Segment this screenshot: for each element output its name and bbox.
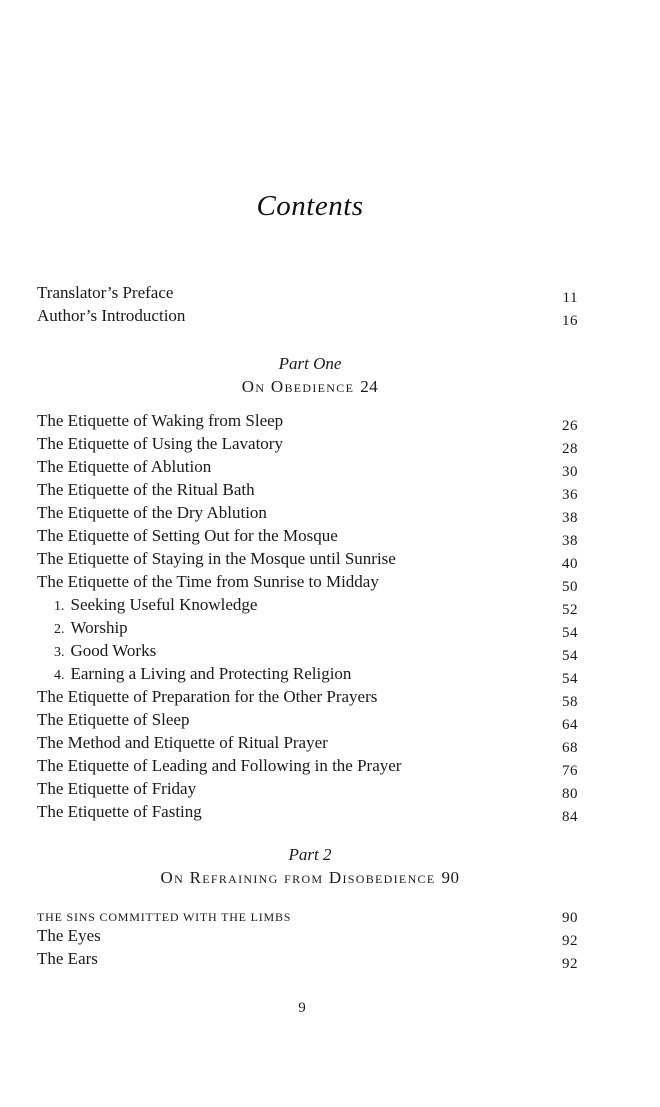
- entry-page-number: 76: [562, 763, 578, 779]
- entry-label: The Etiquette of Waking from Sleep: [37, 411, 284, 430]
- toc-entry[interactable]: [37, 526, 578, 549]
- toc-entry[interactable]: [37, 306, 578, 329]
- entry-label: Author’s Introduction: [37, 306, 186, 325]
- part-title-text: On Obedience: [241, 377, 355, 396]
- toc-subentry[interactable]: [37, 595, 578, 618]
- entry-page-number: 38: [562, 510, 578, 526]
- entry-label: The Etiquette of Using the Lavatory: [37, 434, 283, 453]
- toc-entry[interactable]: [37, 480, 578, 503]
- entry-page-number: 54: [562, 648, 578, 664]
- entry-page-number: 92: [562, 933, 578, 949]
- part-label: Part 2: [288, 845, 332, 864]
- toc-subentry[interactable]: [37, 664, 578, 687]
- part-page-number: 90: [441, 868, 460, 887]
- part-one-heading: [0, 354, 620, 398]
- toc-subentry[interactable]: [37, 618, 578, 641]
- entry-label: The Etiquette of Preparation for the Other Prayers: [37, 687, 378, 706]
- toc-entry[interactable]: [37, 457, 578, 480]
- entry-label: The Etiquette of Ablution: [37, 457, 212, 476]
- entry-label: Earning a Living and Protecting Religion: [70, 664, 352, 683]
- entry-label: The Eyes: [37, 926, 101, 945]
- toc-entry[interactable]: [37, 756, 578, 779]
- part-title[interactable]: [0, 376, 620, 398]
- entry-page-number: 68: [562, 740, 578, 756]
- entry-label: Translator’s Preface: [37, 283, 174, 302]
- page-title: Contents: [256, 190, 364, 222]
- toc-subentry[interactable]: [37, 641, 578, 664]
- toc-entry[interactable]: [37, 926, 578, 949]
- entry-label: The Etiquette of the Dry Ablution: [37, 503, 267, 522]
- subentry-number: 3.: [54, 645, 65, 660]
- entry-page-number: 36: [562, 487, 578, 503]
- part-title-text: On Refraining from Disobedience: [160, 868, 436, 887]
- entry-label: The Etiquette of the Time from Sunrise to Midday: [37, 572, 379, 591]
- entry-label: THE SINS COMMITTED WITH THE LIMBS: [37, 910, 292, 924]
- toc-entry[interactable]: [37, 434, 578, 457]
- toc-entry[interactable]: [37, 687, 578, 710]
- toc-entry[interactable]: [37, 802, 578, 825]
- entry-page-number: 80: [562, 786, 578, 802]
- entry-label: The Etiquette of Sleep: [37, 710, 190, 729]
- entry-label: The Etiquette of Setting Out for the Mosque: [37, 526, 338, 545]
- entry-page-number: 90: [562, 910, 578, 926]
- entry-label: The Etiquette of Fasting: [37, 802, 202, 821]
- part-two-heading: [0, 845, 620, 889]
- toc-entry[interactable]: [37, 710, 578, 733]
- toc-entry[interactable]: [37, 549, 578, 572]
- entry-label: Worship: [70, 618, 128, 637]
- part-title[interactable]: [0, 867, 620, 889]
- entry-label: The Ears: [37, 949, 98, 968]
- page-number-folio: 9: [298, 1000, 306, 1016]
- entry-page-number: 84: [562, 809, 578, 825]
- toc-entry[interactable]: [37, 733, 578, 756]
- toc-entry[interactable]: [37, 411, 578, 434]
- entry-page-number: 58: [562, 694, 578, 710]
- entry-page-number: 92: [562, 956, 578, 972]
- entry-page-number: 26: [562, 418, 578, 434]
- subentry-number: 1.: [54, 599, 65, 614]
- subentry-number: 4.: [54, 668, 65, 683]
- entry-page-number: 38: [562, 533, 578, 549]
- front-matter-list: [37, 283, 578, 329]
- entry-page-number: 30: [562, 464, 578, 480]
- part-one-entries: [37, 411, 578, 825]
- toc-entry[interactable]: [37, 949, 578, 972]
- entry-label: The Etiquette of the Ritual Bath: [37, 480, 255, 499]
- entry-page-number: 54: [562, 671, 578, 687]
- entry-label: The Method and Etiquette of Ritual Prayer: [37, 733, 328, 752]
- entry-label: The Etiquette of Leading and Following in the Prayer: [37, 756, 402, 775]
- entry-page-number: 52: [562, 602, 578, 618]
- subentry-number: 2.: [54, 622, 65, 637]
- toc-entry[interactable]: [37, 779, 578, 802]
- entry-page-number: 40: [562, 556, 578, 572]
- entry-page-number: 11: [562, 290, 578, 306]
- entry-page-number: 54: [562, 625, 578, 641]
- entry-page-number: 16: [562, 313, 578, 329]
- entry-page-number: 28: [562, 441, 578, 457]
- entry-label: The Etiquette of Staying in the Mosque until Sunrise: [37, 549, 396, 568]
- part-label: Part One: [278, 354, 342, 373]
- entry-label: Good Works: [70, 641, 157, 660]
- entry-page-number: 64: [562, 717, 578, 733]
- entry-label: Seeking Useful Knowledge: [70, 595, 258, 614]
- part-page-number: 24: [360, 377, 379, 396]
- part-two-entries: [37, 903, 578, 972]
- toc-entry[interactable]: [37, 503, 578, 526]
- entry-page-number: 50: [562, 579, 578, 595]
- entry-label: The Etiquette of Friday: [37, 779, 197, 798]
- toc-entry[interactable]: [37, 283, 578, 306]
- toc-section-heading[interactable]: [37, 903, 578, 926]
- toc-entry[interactable]: [37, 572, 578, 595]
